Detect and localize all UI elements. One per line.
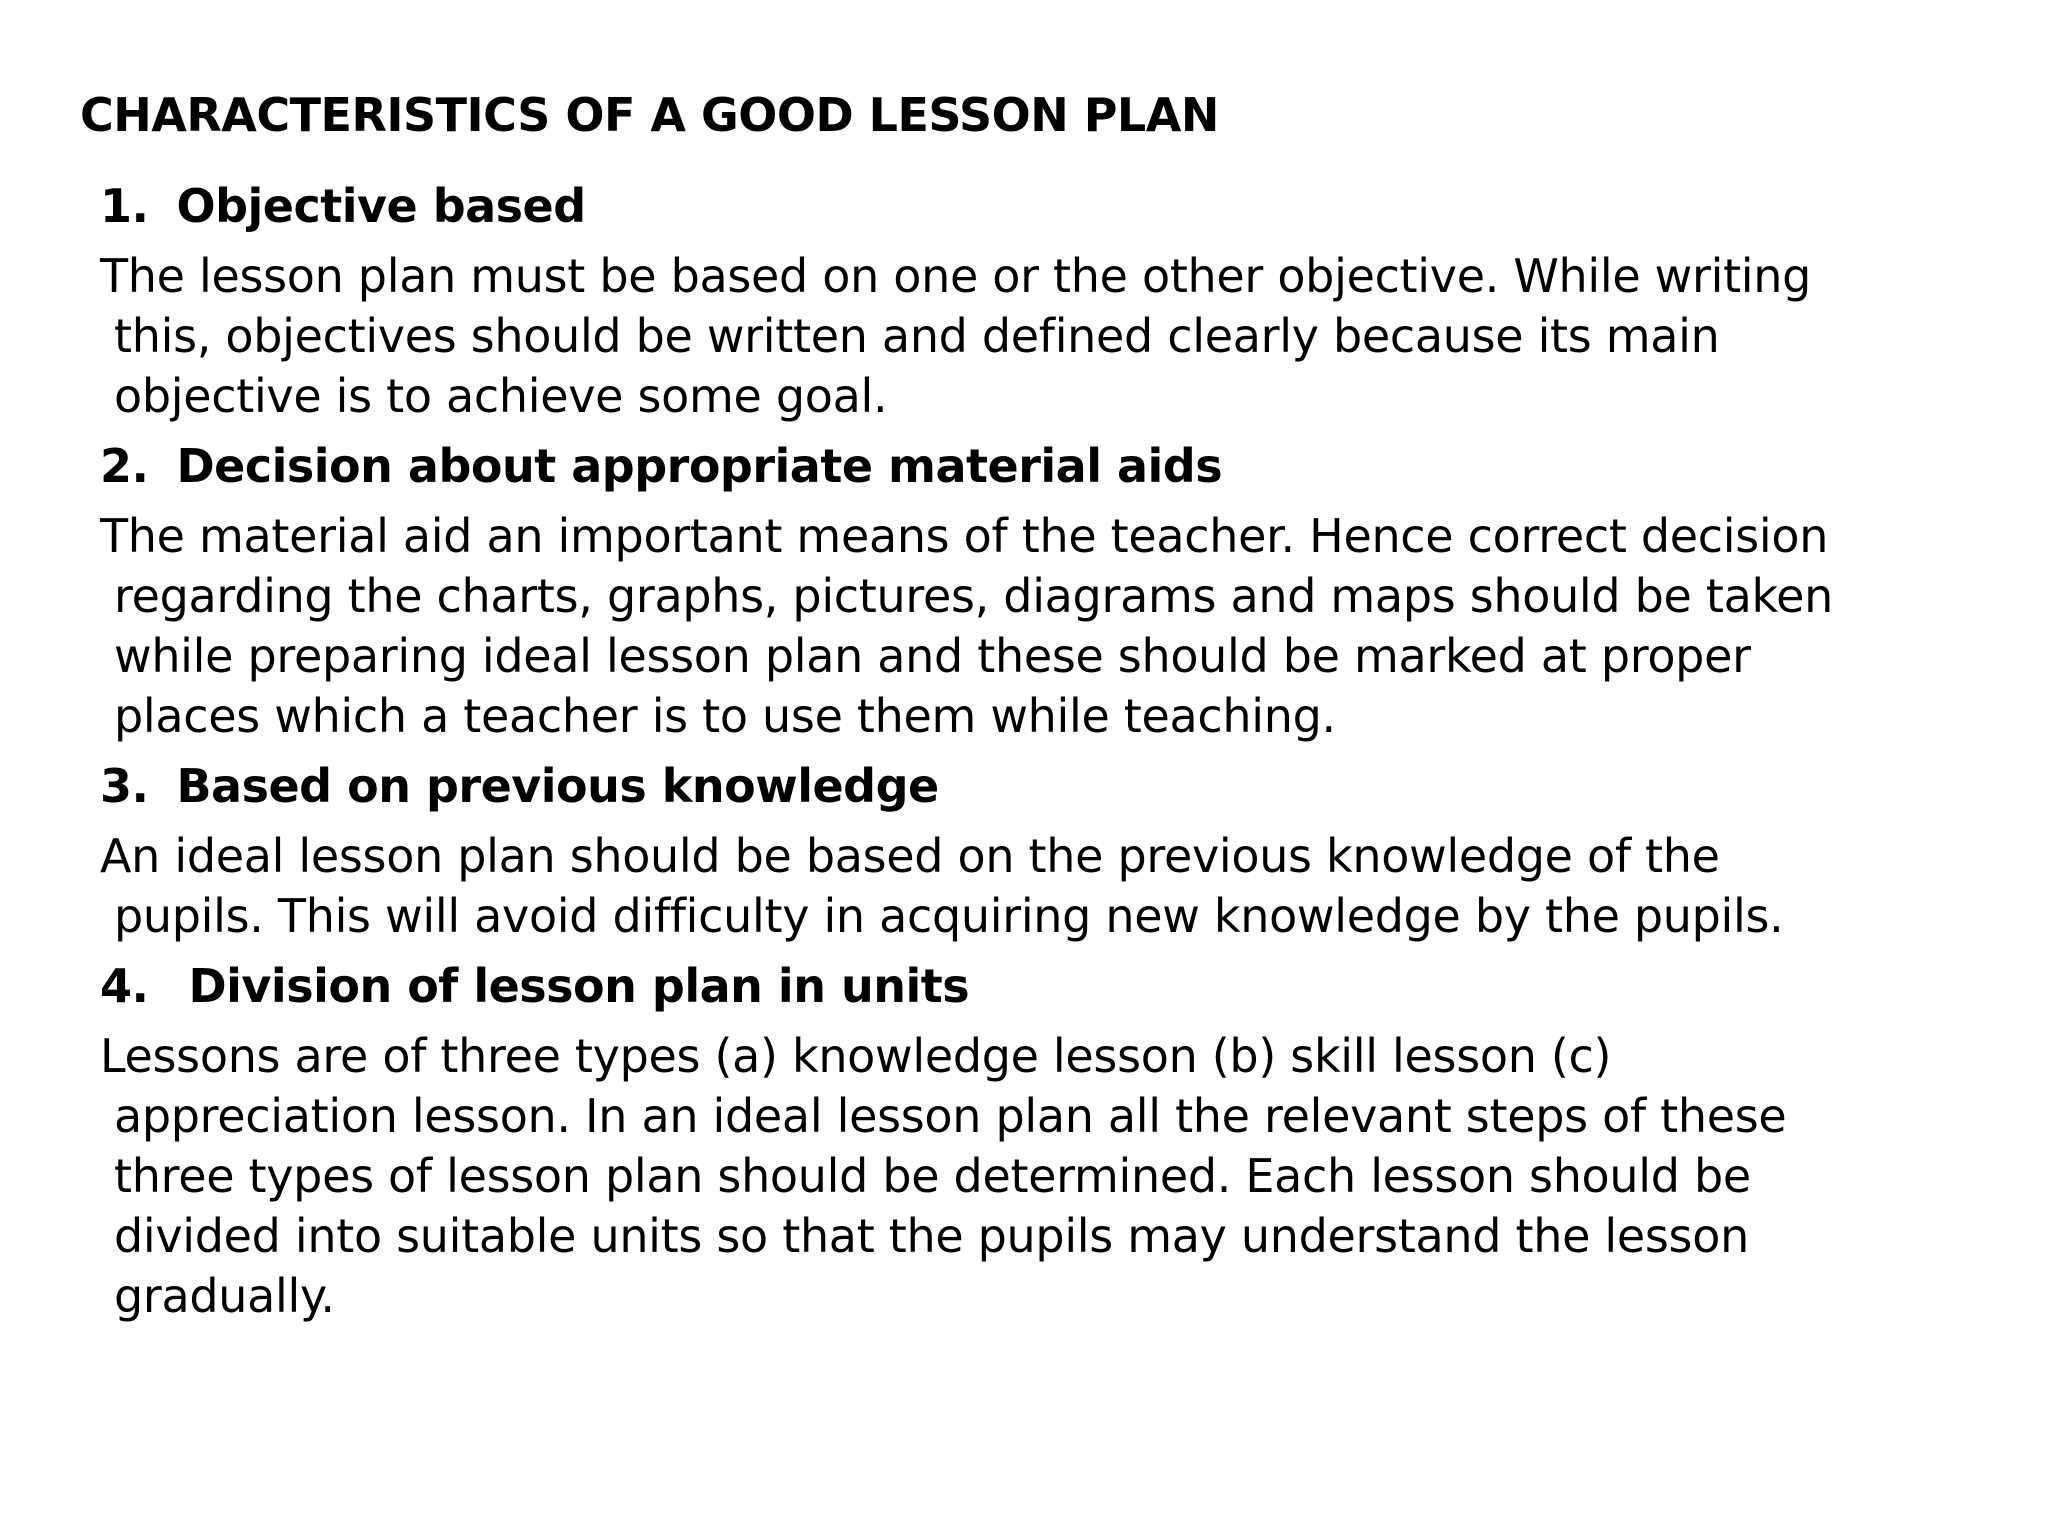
body-line: places which a teacher is to use them while teaching. (114, 689, 1336, 743)
body-line: regarding the charts, graphs, pictures, diagrams and maps should be taken (114, 569, 1834, 623)
section-body-previous-knowledge (100, 826, 2030, 946)
body-line: Lessons are of three types (a) knowledge lesson (b) skill lesson (c) (100, 1029, 1612, 1083)
body-line: this, objectives should be written and defined clearly because its main (114, 309, 1720, 363)
section-heading-objective-based (100, 176, 2030, 236)
section-title: Based on previous knowledge (176, 759, 939, 813)
section-heading-material-aids (100, 436, 2030, 496)
section-body-objective-based (100, 246, 2030, 426)
body-line: pupils. This will avoid difficulty in acquiring new knowledge by the pupils. (114, 889, 1784, 943)
section-number: 3. (100, 759, 149, 813)
section-number: 2. (100, 439, 149, 493)
slide-content (100, 170, 2030, 1336)
body-line: The material aid an important means of the teacher. Hence correct decision (100, 509, 1829, 563)
section-title: Division of lesson plan in units (188, 959, 970, 1013)
body-line: divided into suitable units so that the pupils may understand the lesson (114, 1209, 1749, 1263)
body-line: three types of lesson plan should be determined. Each lesson should be (114, 1149, 1751, 1203)
section-heading-division-units (100, 956, 2030, 1016)
section-number: 4. (100, 959, 149, 1013)
slide-title: CHARACTERISTICS OF A GOOD LESSON PLAN (80, 88, 1219, 142)
section-body-material-aids (100, 506, 2030, 746)
body-line: appreciation lesson. In an ideal lesson plan all the relevant steps of these (114, 1089, 1787, 1143)
section-body-division-units (100, 1026, 2030, 1326)
section-number: 1. (100, 179, 149, 233)
body-line: The lesson plan must be based on one or the other objective. While writing (100, 249, 1812, 303)
section-title: Objective based (176, 179, 586, 233)
body-line: gradually. (114, 1269, 335, 1323)
body-line: An ideal lesson plan should be based on the previous knowledge of the (100, 829, 1720, 883)
body-line: while preparing ideal lesson plan and these should be marked at proper (114, 629, 1751, 683)
section-title: Decision about appropriate material aids (176, 439, 1223, 493)
body-line: objective is to achieve some goal. (114, 369, 888, 423)
section-heading-previous-knowledge (100, 756, 2030, 816)
